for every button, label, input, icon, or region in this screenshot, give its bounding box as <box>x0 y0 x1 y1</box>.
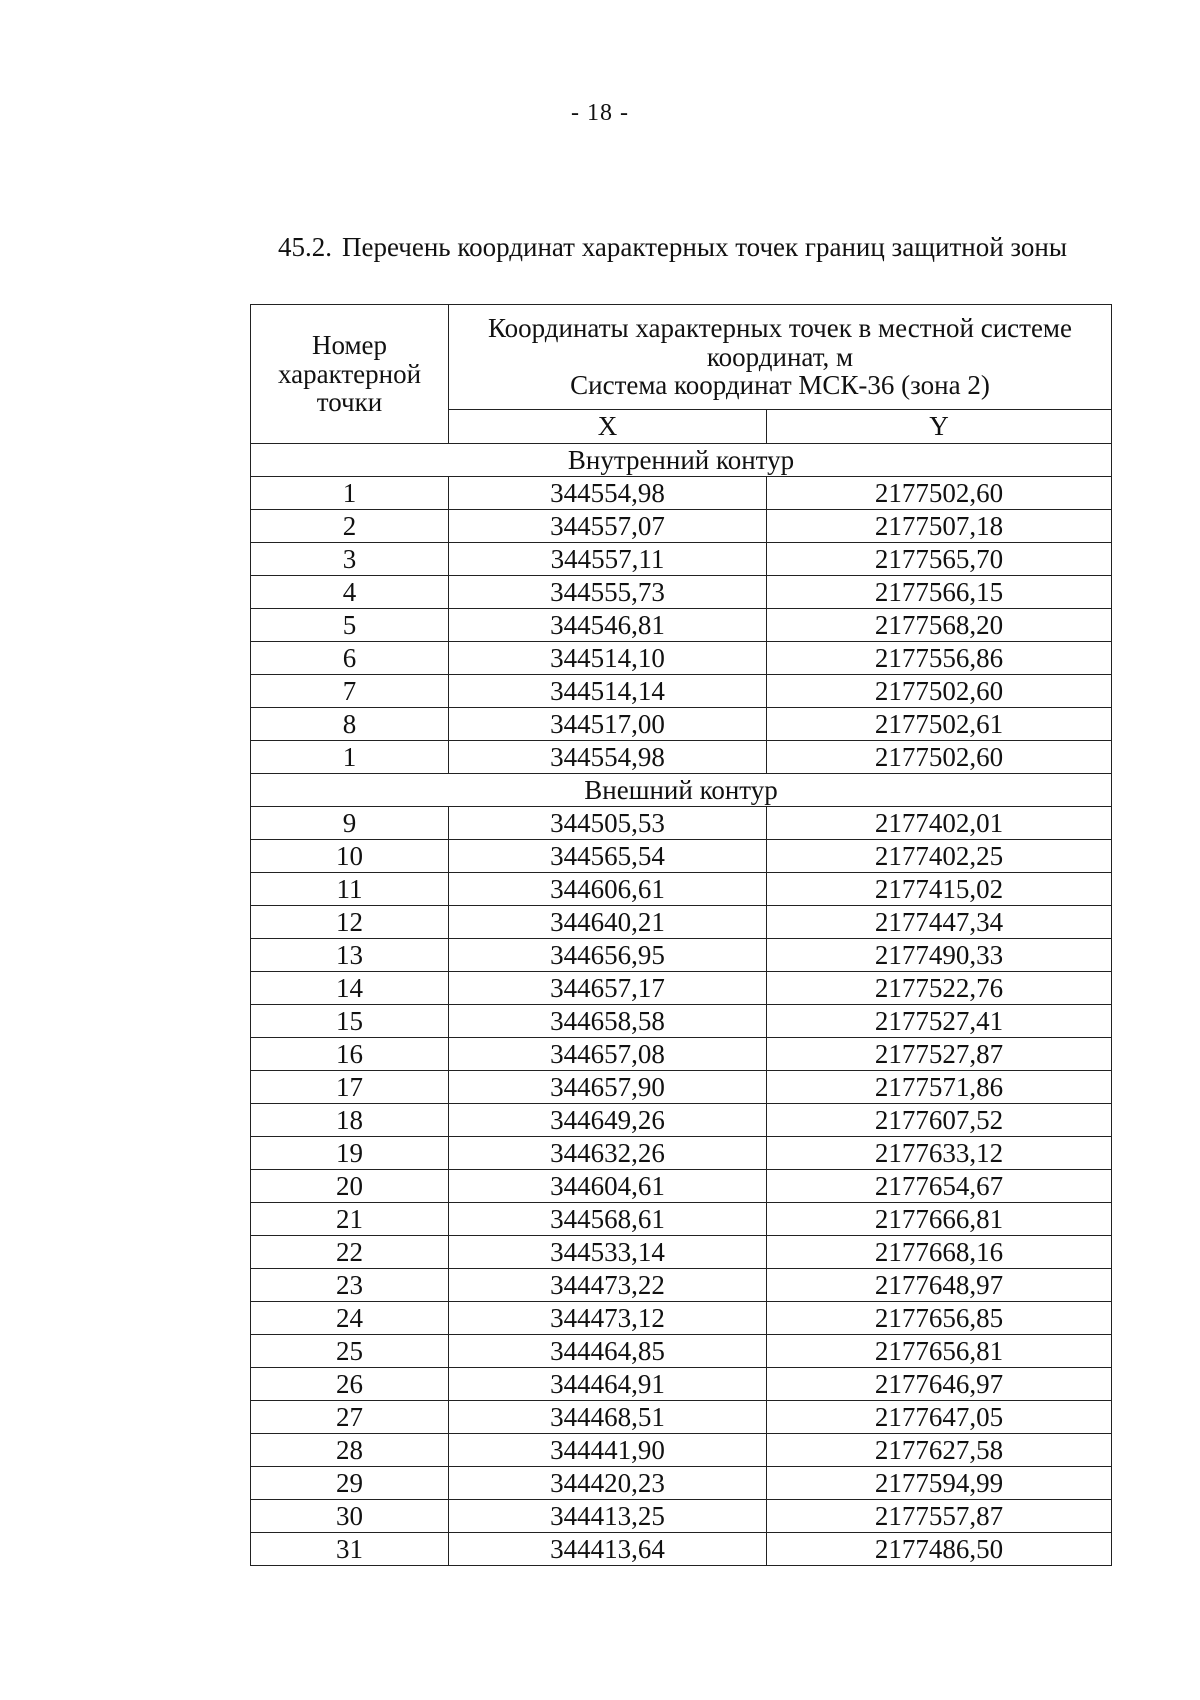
x-coordinate-cell: 344657,90 <box>449 1071 767 1104</box>
point-number-cell: 31 <box>251 1533 449 1566</box>
table-row <box>251 510 1112 543</box>
table-row <box>251 1005 1112 1038</box>
x-coordinate-cell: 344441,90 <box>449 1434 767 1467</box>
y-column-header: Y <box>767 410 1112 444</box>
point-number-cell: 26 <box>251 1368 449 1401</box>
x-coordinate-cell: 344632,26 <box>449 1137 767 1170</box>
x-coordinate-cell: 344514,14 <box>449 675 767 708</box>
point-number-cell: 9 <box>251 807 449 840</box>
point-number-cell: 23 <box>251 1269 449 1302</box>
point-number-cell: 10 <box>251 840 449 873</box>
point-number-cell: 1 <box>251 477 449 510</box>
point-number-cell: 7 <box>251 675 449 708</box>
y-coordinate-cell: 2177654,67 <box>767 1170 1112 1203</box>
point-number-cell: 30 <box>251 1500 449 1533</box>
x-coordinate-cell: 344657,08 <box>449 1038 767 1071</box>
table-row <box>251 840 1112 873</box>
point-number-cell: 28 <box>251 1434 449 1467</box>
x-coordinate-cell: 344505,53 <box>449 807 767 840</box>
y-coordinate-cell: 2177527,87 <box>767 1038 1112 1071</box>
y-coordinate-cell: 2177557,87 <box>767 1500 1112 1533</box>
y-coordinate-cell: 2177486,50 <box>767 1533 1112 1566</box>
heading-number: 45.2. <box>278 232 332 262</box>
y-coordinate-cell: 2177507,18 <box>767 510 1112 543</box>
x-coordinate-cell: 344473,22 <box>449 1269 767 1302</box>
table-row <box>251 1401 1112 1434</box>
point-number-cell: 18 <box>251 1104 449 1137</box>
x-coordinate-cell: 344413,25 <box>449 1500 767 1533</box>
table-row <box>251 543 1112 576</box>
point-number-cell: 4 <box>251 576 449 609</box>
table-row <box>251 1104 1112 1137</box>
x-coordinate-cell: 344557,07 <box>449 510 767 543</box>
y-coordinate-cell: 2177402,01 <box>767 807 1112 840</box>
y-coordinate-cell: 2177502,60 <box>767 477 1112 510</box>
y-coordinate-cell: 2177627,58 <box>767 1434 1112 1467</box>
point-number-header-line: характерной <box>277 358 422 389</box>
page-number: - 18 - <box>571 100 629 126</box>
coordinates-table <box>250 304 1112 1566</box>
x-coordinate-cell: 344514,10 <box>449 642 767 675</box>
table-row <box>251 1434 1112 1467</box>
heading-text: Перечень координат характерных точек границ защитной зоны <box>342 232 1067 262</box>
table-row <box>251 1302 1112 1335</box>
x-coordinate-cell: 344546,81 <box>449 609 767 642</box>
x-coordinate-cell: 344413,64 <box>449 1533 767 1566</box>
point-number-cell: 3 <box>251 543 449 576</box>
y-coordinate-cell: 2177571,86 <box>767 1071 1112 1104</box>
point-number-cell: 2 <box>251 510 449 543</box>
x-coordinate-cell: 344557,11 <box>449 543 767 576</box>
x-coordinate-cell: 344658,58 <box>449 1005 767 1038</box>
table-row <box>251 939 1112 972</box>
table-row <box>251 1203 1112 1236</box>
y-coordinate-cell: 2177522,76 <box>767 972 1112 1005</box>
y-coordinate-cell: 2177490,33 <box>767 939 1112 972</box>
y-coordinate-cell: 2177607,52 <box>767 1104 1112 1137</box>
table-row <box>251 1038 1112 1071</box>
y-coordinate-cell: 2177633,12 <box>767 1137 1112 1170</box>
x-coordinate-cell: 344554,98 <box>449 477 767 510</box>
point-number-cell: 1 <box>251 741 449 774</box>
point-number-cell: 13 <box>251 939 449 972</box>
x-coordinate-cell: 344555,73 <box>449 576 767 609</box>
y-coordinate-cell: 2177502,60 <box>767 741 1112 774</box>
point-number-cell: 17 <box>251 1071 449 1104</box>
table-row <box>251 1071 1112 1104</box>
x-coordinate-cell: 344464,91 <box>449 1368 767 1401</box>
point-number-cell: 25 <box>251 1335 449 1368</box>
table-row <box>251 1335 1112 1368</box>
point-number-cell: 16 <box>251 1038 449 1071</box>
table-row <box>251 1269 1112 1302</box>
table-row <box>251 609 1112 642</box>
y-coordinate-cell: 2177568,20 <box>767 609 1112 642</box>
point-number-header <box>251 305 449 444</box>
table-row <box>251 576 1112 609</box>
x-coordinate-cell: 344657,17 <box>449 972 767 1005</box>
table-row <box>251 477 1112 510</box>
y-coordinate-cell: 2177668,16 <box>767 1236 1112 1269</box>
table-row <box>251 1533 1112 1566</box>
table-row <box>251 1236 1112 1269</box>
point-number-cell: 6 <box>251 642 449 675</box>
x-coordinate-cell: 344533,14 <box>449 1236 767 1269</box>
point-number-cell: 8 <box>251 708 449 741</box>
coordinates-header <box>449 305 1112 410</box>
table-row <box>251 873 1112 906</box>
point-number-cell: 20 <box>251 1170 449 1203</box>
x-coordinate-cell: 344468,51 <box>449 1401 767 1434</box>
table-body <box>251 444 1112 1566</box>
table-row <box>251 1467 1112 1500</box>
section-title: Внутренний контур <box>251 444 1112 477</box>
coordinates-header-line: координат, м <box>706 341 854 372</box>
table-row <box>251 807 1112 840</box>
x-coordinate-cell: 344464,85 <box>449 1335 767 1368</box>
coordinates-header-line: Система координат МСК-36 (зона 2) <box>570 370 990 401</box>
x-coordinate-cell: 344640,21 <box>449 906 767 939</box>
y-coordinate-cell: 2177447,34 <box>767 906 1112 939</box>
table-row <box>251 675 1112 708</box>
point-number-cell: 24 <box>251 1302 449 1335</box>
table-row <box>251 1368 1112 1401</box>
point-number-cell: 21 <box>251 1203 449 1236</box>
x-coordinate-cell: 344473,12 <box>449 1302 767 1335</box>
x-coordinate-cell: 344565,54 <box>449 840 767 873</box>
point-number-header-line: Номер <box>311 330 388 361</box>
point-number-cell: 5 <box>251 609 449 642</box>
y-coordinate-cell: 2177648,97 <box>767 1269 1112 1302</box>
x-coordinate-cell: 344656,95 <box>449 939 767 972</box>
x-coordinate-cell: 344649,26 <box>449 1104 767 1137</box>
section-title: Внешний контур <box>251 774 1112 807</box>
y-coordinate-cell: 2177646,97 <box>767 1368 1112 1401</box>
y-coordinate-cell: 2177656,81 <box>767 1335 1112 1368</box>
table-row <box>251 1500 1112 1533</box>
x-coordinate-cell: 344568,61 <box>449 1203 767 1236</box>
point-number-header-line: точки <box>316 387 383 418</box>
y-coordinate-cell: 2177594,99 <box>767 1467 1112 1500</box>
table-row <box>251 1137 1112 1170</box>
x-coordinate-cell: 344554,98 <box>449 741 767 774</box>
y-coordinate-cell: 2177565,70 <box>767 543 1112 576</box>
table-row <box>251 708 1112 741</box>
coordinates-header-line: Координаты характерных точек в местной системе <box>487 313 1073 344</box>
x-coordinate-cell: 344517,00 <box>449 708 767 741</box>
point-number-cell: 14 <box>251 972 449 1005</box>
table-row <box>251 741 1112 774</box>
table-row <box>251 972 1112 1005</box>
y-coordinate-cell: 2177502,60 <box>767 675 1112 708</box>
y-coordinate-cell: 2177566,15 <box>767 576 1112 609</box>
x-coordinate-cell: 344420,23 <box>449 1467 767 1500</box>
y-coordinate-cell: 2177666,81 <box>767 1203 1112 1236</box>
y-coordinate-cell: 2177527,41 <box>767 1005 1112 1038</box>
y-coordinate-cell: 2177656,85 <box>767 1302 1112 1335</box>
table-row <box>251 1170 1112 1203</box>
y-coordinate-cell: 2177415,02 <box>767 873 1112 906</box>
section-row <box>251 444 1112 477</box>
point-number-cell: 22 <box>251 1236 449 1269</box>
point-number-cell: 15 <box>251 1005 449 1038</box>
point-number-cell: 11 <box>251 873 449 906</box>
table-row <box>251 642 1112 675</box>
table-row <box>251 906 1112 939</box>
point-number-cell: 27 <box>251 1401 449 1434</box>
point-number-cell: 29 <box>251 1467 449 1500</box>
x-column-header: X <box>449 410 767 444</box>
x-coordinate-cell: 344604,61 <box>449 1170 767 1203</box>
x-coordinate-cell: 344606,61 <box>449 873 767 906</box>
point-number-cell: 19 <box>251 1137 449 1170</box>
table-heading <box>278 232 1067 263</box>
y-coordinate-cell: 2177502,61 <box>767 708 1112 741</box>
section-row <box>251 774 1112 807</box>
point-number-cell: 12 <box>251 906 449 939</box>
y-coordinate-cell: 2177402,25 <box>767 840 1112 873</box>
y-coordinate-cell: 2177556,86 <box>767 642 1112 675</box>
y-coordinate-cell: 2177647,05 <box>767 1401 1112 1434</box>
